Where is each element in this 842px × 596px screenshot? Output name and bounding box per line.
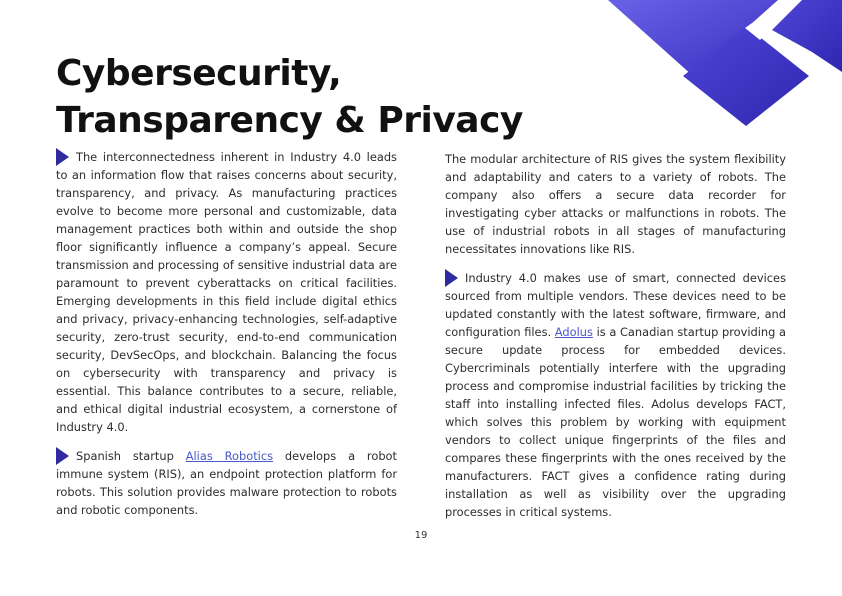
page-title-line-1: Cybersecurity, [56, 53, 342, 94]
decorative-diamond-right [772, 0, 842, 72]
intro-paragraph-text: The interconnectedness inherent in Industry 4.0 leads to an information flow that raises concerns about security, transparency, and privacy. As manufacturing practices evolve to become more personal and customizable, data management practices both within and outside the shop floor significantly influence a company’s appeal. Secure transmission and processing of sensitive industrial data are paramount to prevent cyberattacks on critical facilities. Emerging developments in this field include digital ethics and privacy, privacy-enhancing technologies, self-adaptive security, zero-trust security, end-to-end communication security, DevSecOps, and blockchain. Balancing the focus on cybersecurity with transparency and privacy is essential. This balance contributes to a secure, reliable, and ethical digital industrial ecosystem, a cornerstone of Industry 4.0. [56, 150, 397, 434]
ris-continuation-paragraph: The modular architecture of RIS gives the system flexibility and adaptability and caters to a variety of robots. The company also offers a secure data recorder for investigating cyber attacks or malfunctions in robots. The use of industrial robots in all stages of manufacturing necessitates innovations like RIS. [445, 152, 786, 256]
alias-robotics-text-after: develops a robot immune system (RIS), an endpoint protection platform for robots. This solution provides malware protection to robots and robotic components. [56, 449, 397, 517]
page-title [56, 50, 523, 144]
alias-robotics-link[interactable]: Alias Robotics [185, 449, 274, 463]
page-number: 19 [414, 530, 428, 541]
triangle-bullet-icon [56, 148, 69, 166]
left-column [56, 148, 397, 530]
decorative-strip [745, 0, 800, 40]
right-column [445, 148, 786, 532]
adolus-link[interactable]: Adolus [554, 325, 593, 339]
adolus-text-after: is a Canadian startup providing a secure update process for embedded devices. Cybercriminals potentially interfere with the upgrading process and compromise industrial facilities by tricking the staff into installing infected files. Adolus develops FACT, which solves this problem by working with equipment vendors to collect unique fingerprints of the files and compares these fingerprints with the ones received by the manufacturers. FACT gives a confidence rating during installation as well as visibility over the upgrading processes in critical systems. [445, 325, 787, 519]
alias-robotics-paragraph [56, 447, 397, 519]
alias-robotics-text-before: Spanish startup [76, 449, 186, 463]
triangle-bullet-icon [445, 269, 458, 287]
decorative-triangle-top [608, 0, 778, 76]
adolus-text-before: Industry 4.0 makes use of smart, connected devices sourced from multiple vendors. These devices need to be updated constantly with the latest software, firmware, and configuration files. [445, 271, 786, 339]
decorative-diamond-center [683, 26, 809, 126]
page-title-line-2: Transparency & Privacy [56, 100, 523, 141]
adolus-paragraph [445, 269, 786, 521]
intro-paragraph [56, 148, 397, 436]
triangle-bullet-icon [56, 447, 69, 465]
